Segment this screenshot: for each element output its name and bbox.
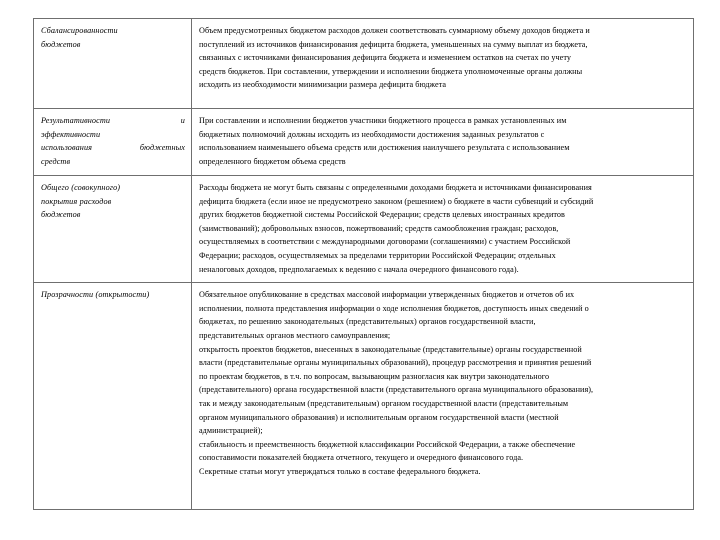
- table-row: [34, 176, 694, 283]
- description-line: (заимствований); добровольных взносов, пожертвований; средств самообложения граждан; расходов,: [199, 223, 559, 233]
- table-row: [34, 109, 694, 176]
- description-line: других бюджетов бюджетной системы Российской Федерации; средств целевых иностранных кредитов: [199, 210, 565, 220]
- term-cell-transparency: [34, 283, 192, 510]
- description-cell-transparency: [192, 283, 694, 510]
- description-line: Федерации; расходов, осуществляемых за пределами территории Российской Федерации; отдельных: [199, 250, 556, 260]
- description-cell-result: [192, 109, 694, 176]
- description-line: Объем предусмотренных бюджетом расходов должен соответствовать суммарному объему доходов бюджета и: [199, 26, 590, 35]
- term-line: Сбалансированности: [41, 26, 118, 35]
- description-line: использованием наименьшего объема средств или достижения наилучшего результата с использованием: [199, 143, 570, 153]
- term-line: средств: [41, 156, 71, 166]
- description-cell-coverage: [192, 176, 694, 283]
- term-line: бюджетов: [41, 39, 81, 49]
- description-line: так и между законодательным (представительным) органом государственной власти (представительным: [199, 398, 569, 408]
- description-text: [199, 24, 687, 92]
- description-line: (представительного) органа государственной власти (представительного органа муниципального образования),: [199, 385, 594, 395]
- description-text: [199, 288, 687, 478]
- description-line: связанных с источниками финансирования дефицита бюджета и изменением остатков на счетах по учету: [199, 53, 572, 63]
- description-line: бюджетах, по решению законодательных (представительных) органов государственной власти,: [199, 317, 536, 327]
- description-line: исполнении, полнота представления информации о ходе исполнения бюджетов, доступность иных сведений о: [199, 303, 589, 313]
- description-line: осуществляемых в соответствии с международными договорами (соглашениями) с участием Российской: [199, 237, 571, 247]
- table-row: [34, 19, 694, 109]
- term-line: Результативности и: [41, 116, 185, 125]
- description-line: неналоговых доходов, предполагаемых к ведению с начала очередного финансового года).: [199, 264, 519, 274]
- description-line: При составлении и исполнении бюджетов участники бюджетного процесса в рамках установленных им: [199, 116, 567, 125]
- term-cell-result: [34, 109, 192, 176]
- term-line: покрытия расходов: [41, 196, 112, 206]
- description-line: бюджетных полномочий должны исходить из необходимости достижения заданных результатов с: [199, 129, 545, 139]
- description-line: органом муниципального образования) и исполнительным органом государственной власти (местной: [199, 412, 559, 422]
- table-row: [34, 283, 694, 510]
- term-line: Прозрачности (открытости): [41, 290, 150, 300]
- description-cell-balance: [192, 19, 694, 109]
- description-line: исходить из необходимости минимизации размера дефицита бюджета: [199, 80, 447, 90]
- description-line: открытость проектов бюджетов, внесенных в законодательные (представительные) органы государственной: [199, 344, 582, 354]
- description-line: власти (представительные органы муниципальных образований), процедур рассмотрения и принятия решений: [199, 358, 592, 368]
- term-cell-balance: [34, 19, 192, 109]
- description-line: Секретные статьи могут утверждаться только в составе федерального бюджета.: [199, 466, 481, 476]
- term-cell-coverage: [34, 176, 192, 283]
- description-line: средств бюджетов. При составлении, утверждении и исполнении бюджета уполномоченные органы должны: [199, 66, 583, 76]
- description-line: Обязательное опубликование в средствах массовой информации утвержденных бюджетов и отчетов об их: [199, 290, 575, 300]
- description-text: [199, 181, 687, 276]
- term-line: Общего (совокупного): [41, 183, 121, 192]
- budget-principles-table: [33, 18, 694, 510]
- term-line: бюджетов: [41, 210, 81, 219]
- term-line: использования бюджетных: [41, 143, 185, 152]
- description-line: стабильность и преемственность бюджетной классификации Российской Федерации, а также обеспечение: [199, 439, 576, 449]
- description-line: по проектам бюджетов, в т.ч. по вопросам, вызывающим разногласия как внутри законодательного: [199, 371, 550, 381]
- description-line: Расходы бюджета не могут быть связаны с определенными доходами бюджета и источниками финансирования: [199, 183, 592, 192]
- description-text: [199, 114, 687, 168]
- description-line: дефицита бюджета (если иное не предусмотрено законом (решением) о бюджете в части субвенций и субсидий: [199, 196, 594, 206]
- description-line: сопоставимости показателей бюджета отчетного, текущего и очередного финансового года.: [199, 453, 524, 463]
- description-line: определенного бюджетом объема средств: [199, 156, 346, 166]
- description-line: представительных органов местного самоуправления;: [199, 330, 391, 340]
- description-line: администрацией);: [199, 426, 263, 436]
- description-line: поступлений из источников финансирования дефицита бюджета, уменьшенных на сумму выплат из бюджета,: [199, 39, 588, 49]
- term-line: эффективности: [41, 129, 101, 139]
